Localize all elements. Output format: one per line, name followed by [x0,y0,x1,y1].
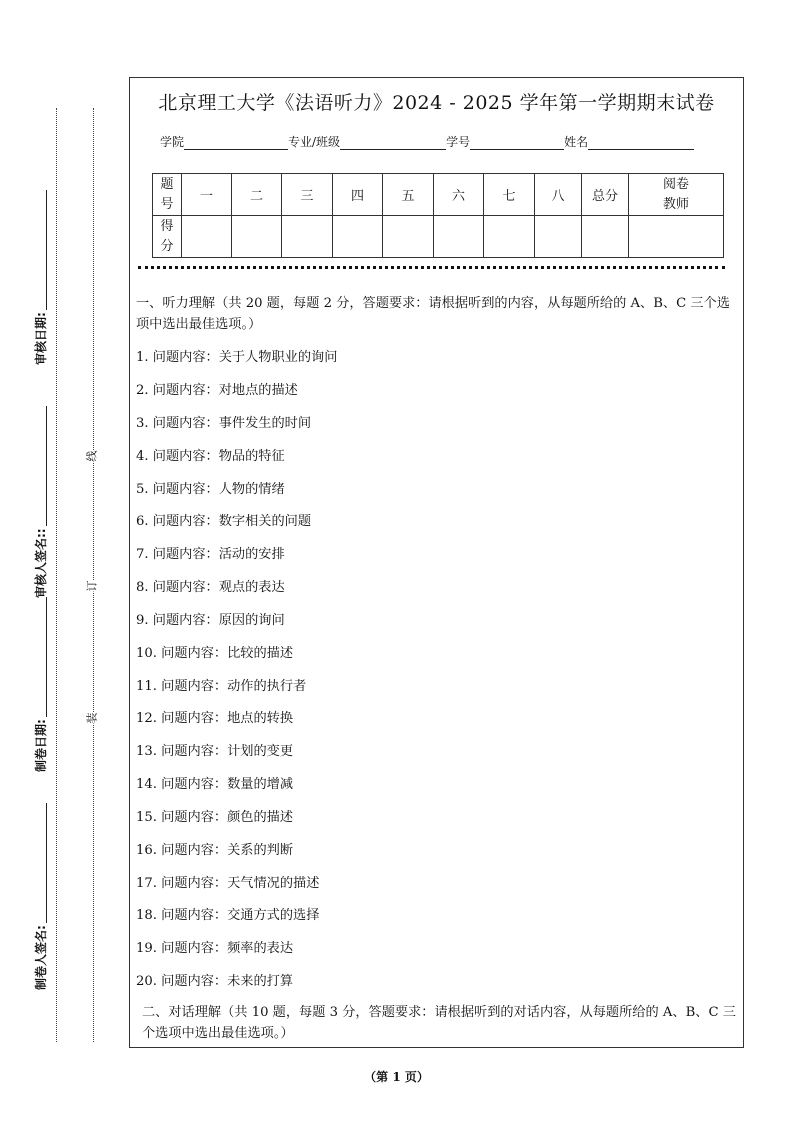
review-date-field [32,190,49,365]
question-item: 7. 问题内容：活动的安排 [136,547,285,562]
reviewer-sign-label: 审核人签名:: [34,528,48,598]
page-number: （第 1 页） [364,1070,429,1084]
major-class-input[interactable] [340,135,446,150]
row2-label-cell [153,216,182,258]
score-cell-5[interactable] [383,216,434,258]
col-header-4: 四 [333,174,383,216]
question-item: 4. 问题内容：物品的特征 [136,449,285,464]
binding-mark-line: 线 [82,451,102,462]
question-item: 9. 问题内容：原因的询问 [136,613,285,628]
score-cell-6[interactable] [434,216,484,258]
score-cell-2[interactable] [232,216,282,258]
question-item: 12. 问题内容：地点的转换 [136,711,294,726]
maker-sign-field [32,803,49,990]
row2-label-line1: 得 [160,218,174,234]
name-label: 姓名 [564,135,589,149]
question-item: 20. 问题内容：未来的打算 [136,974,294,989]
col-header-2: 二 [232,174,282,216]
col-header-5: 五 [383,174,434,216]
dotted-separator [138,266,725,269]
make-date-label: 制卷日期: [34,719,48,772]
question-item: 2. 问题内容：对地点的描述 [136,383,298,398]
question-item: 19. 问题内容：频率的表达 [136,941,294,956]
score-table-header-row [153,174,724,216]
major-class-label: 专业/班级 [288,135,341,149]
student-id-input[interactable] [470,135,564,150]
reviewer-header-cell [629,174,724,216]
name-input[interactable] [588,135,694,150]
make-date-field [32,597,49,772]
reviewer-sign-cell[interactable] [629,216,724,258]
binding-mark-bind: 装 [82,713,102,724]
make-date-blank[interactable] [34,597,47,717]
maker-sign-blank[interactable] [34,803,47,923]
question-item: 18. 问题内容：交通方式的选择 [136,908,320,923]
col-header-3: 三 [282,174,333,216]
score-cell-3[interactable] [282,216,333,258]
score-cell-7[interactable] [484,216,535,258]
row1-label-cell [153,174,182,216]
question-item: 11. 问题内容：动作的执行者 [136,679,307,694]
college-label: 学院 [160,135,185,149]
question-item: 13. 问题内容：计划的变更 [136,744,294,759]
question-item: 1. 问题内容：关于人物职业的询问 [136,350,338,365]
question-item: 6. 问题内容：数字相关的问题 [136,514,312,529]
reviewer-sign-field [32,406,49,598]
col-header-7: 七 [484,174,535,216]
section1-intro: 一、听力理解（共 20 题，每题 2 分，答题要求：请根据听到的内容，从每题所给的 A、B、C 三个选项中选出最佳选项。） [136,296,730,332]
binding-mark-staple: 订 [82,581,102,592]
college-input[interactable] [184,135,288,150]
maker-sign-label: 制卷人签名: [34,925,48,990]
score-table [152,173,724,258]
col-header-6: 六 [434,174,484,216]
student-id-label: 学号 [446,135,471,149]
question-item: 10. 问题内容：比较的描述 [136,646,294,661]
col-header-8: 八 [535,174,582,216]
row1-label-line2: 号 [160,196,174,212]
col-header-1: 一 [182,174,232,216]
exam-frame [129,77,744,1048]
reviewer-sign-blank[interactable] [34,406,47,526]
question-item: 15. 问题内容：颜色的描述 [136,810,294,825]
review-date-label: 审核日期: [34,312,48,365]
reviewer-header-line2: 教师 [662,196,689,212]
binding-line-inner [93,108,94,1042]
score-cell-8[interactable] [535,216,582,258]
exam-title: 北京理工大学《法语听力》2024 - 2025 学年第一学期期末试卷 [158,92,715,114]
binding-line-outer [56,108,57,1042]
section2-intro: 二、对话理解（共 10 题，每题 3 分，答题要求：请根据听到的对话内容，从每题所给的 A、B、C 三个选项中选出最佳选项。） [142,1005,736,1041]
student-info-row [160,133,694,150]
score-cell-1[interactable] [182,216,232,258]
score-table-score-row [153,216,724,258]
question-item: 14. 问题内容：数量的增减 [136,777,294,792]
question-item: 3. 问题内容：事件发生的时间 [136,416,312,431]
question-item: 17. 问题内容：天气情况的描述 [136,876,320,891]
row1-label-line1: 题 [160,176,174,192]
score-cell-4[interactable] [333,216,383,258]
question-item: 16. 问题内容：关系的判断 [136,843,294,858]
reviewer-header-line1: 阅卷 [662,176,689,192]
score-cell-total[interactable] [582,216,629,258]
question-item: 8. 问题内容：观点的表达 [136,580,285,595]
question-item: 5. 问题内容：人物的情绪 [136,482,285,497]
row2-label-line2: 分 [160,238,174,254]
review-date-blank[interactable] [34,190,47,310]
col-header-total: 总分 [582,174,629,216]
